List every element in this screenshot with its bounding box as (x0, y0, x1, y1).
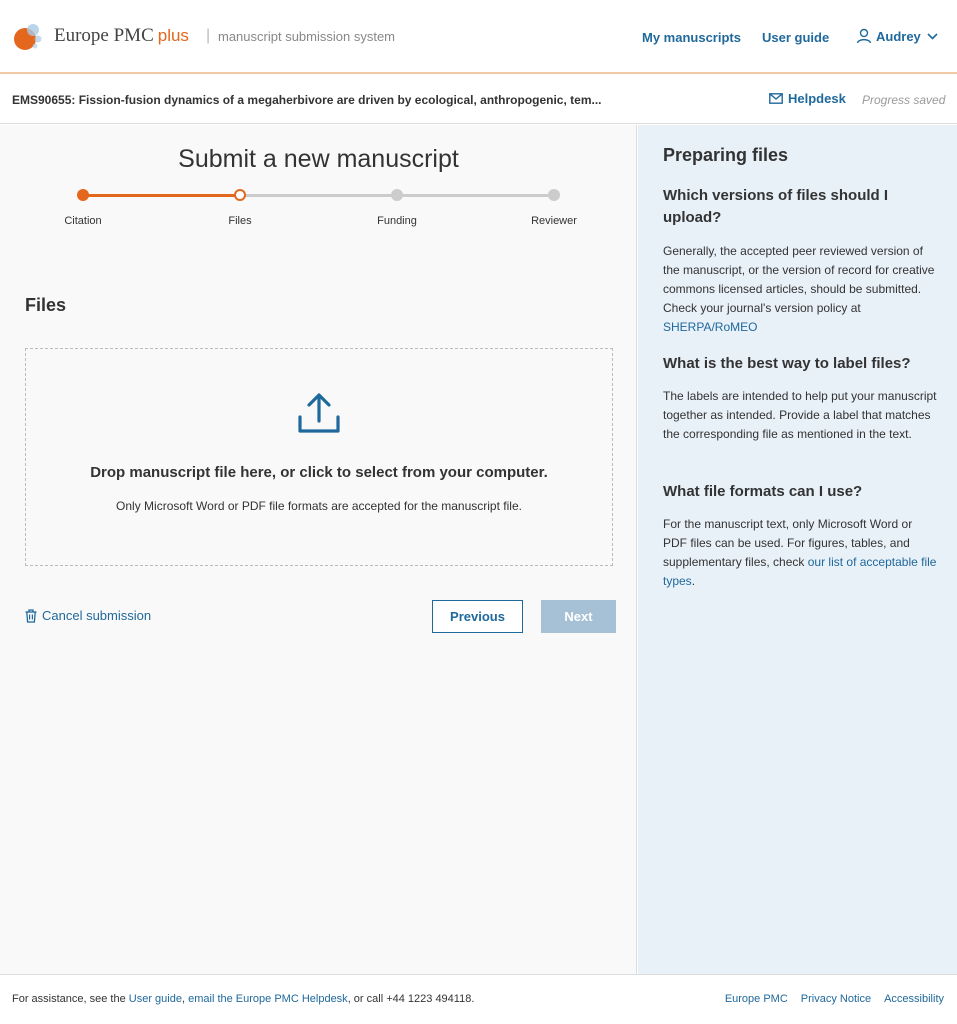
step-dot-reviewer (548, 189, 560, 201)
faq-answer-labels: The labels are intended to help put your manuscript together as intended. Provide a label that matches the corresponding file as mentioned in the text. (663, 389, 937, 441)
faq-answer-formats: For the manuscript text, only Microsoft Word or PDF files can be used. For figures, tables, and supplementary files, check our list of acceptable file types. (663, 517, 937, 588)
upload-icon (296, 391, 342, 437)
user-menu[interactable] (856, 28, 942, 44)
manuscript-bar (0, 76, 957, 124)
mail-icon (769, 93, 783, 104)
footer-user-guide-link[interactable]: User guide (128, 993, 182, 1005)
footer-accessibility-link[interactable]: Accessibility (884, 993, 944, 1005)
main-panel (0, 125, 637, 974)
file-dropzone[interactable] (25, 348, 613, 566)
step-label-files: Files (228, 215, 252, 227)
dropzone-format-note: Only Microsoft Word or PDF file formats are accepted for the manuscript file. (116, 499, 522, 513)
sherpa-romeo-link[interactable]: SHERPA/RoMEO (663, 320, 758, 334)
dropzone-instructions: Drop manuscript file here, or click to select from your computer. (90, 464, 548, 481)
logo-plus: plus (157, 26, 189, 45)
footer-europe-pmc-link[interactable]: Europe PMC (724, 993, 788, 1005)
section-title: Files (25, 295, 67, 315)
stepper-progress (83, 194, 240, 197)
user-icon (856, 28, 872, 44)
faq-question-versions: Which versions of files should I upload? (663, 187, 889, 226)
site-subtitle: manuscript submission system (218, 29, 395, 44)
user-name: Audrey (876, 28, 921, 44)
manuscript-title: EMS90655: Fission-fusion dynamics of a megaherbivore are driven by ecological, anthropogenic, tem... (12, 93, 602, 107)
helpdesk-label: Helpdesk (788, 91, 846, 106)
footer-helpdesk-email-link[interactable]: email the Europe PMC Helpdesk (188, 993, 348, 1005)
footer-privacy-link[interactable]: Privacy Notice (800, 993, 872, 1005)
header (0, 0, 957, 74)
page-title: Submit a new manuscript (178, 145, 459, 173)
cancel-submission-label: Cancel submission (42, 608, 152, 623)
logo-separator: | (206, 27, 211, 44)
help-sidebar (638, 125, 957, 974)
logo-text[interactable]: Europe PMC plus (54, 25, 189, 46)
step-label-citation: Citation (64, 215, 102, 227)
step-label-reviewer: Reviewer (531, 215, 577, 227)
step-dot-funding (391, 189, 403, 201)
chevron-down-icon (927, 33, 938, 40)
faq-answer-versions: Generally, the accepted peer reviewed version of the manuscript, or the version of record for creative commons licensed articles, should be submitted. Check your journal's version policy at SHERPA/RoMEO (663, 244, 935, 334)
file-types-link[interactable]: our list of acceptable file types (663, 555, 937, 588)
previous-button[interactable]: Previous (432, 600, 523, 633)
nav-my-manuscripts[interactable]: My manuscripts (642, 30, 741, 45)
faq-question-formats: What file formats can I use? (663, 483, 863, 500)
nav-user-guide[interactable]: User guide (762, 30, 830, 45)
step-dot-files (234, 189, 246, 201)
faq-question-labels: What is the best way to label files? (663, 355, 911, 372)
step-label-funding: Funding (377, 215, 417, 227)
footer (0, 974, 957, 1024)
cancel-submission-link[interactable] (25, 608, 151, 623)
footer-links (725, 993, 944, 1005)
sidebar-title: Preparing files (663, 145, 789, 165)
europe-pmc-logo-icon[interactable] (11, 19, 45, 53)
save-status: Progress saved (862, 93, 946, 107)
next-button[interactable]: Next (541, 600, 616, 633)
helpdesk-link[interactable] (769, 91, 846, 106)
step-dot-citation (77, 189, 89, 201)
trash-icon (25, 609, 37, 623)
footer-assistance-text: For assistance, see the User guide, email the Europe PMC Helpdesk, or call +44 1223 494118. (12, 993, 475, 1005)
